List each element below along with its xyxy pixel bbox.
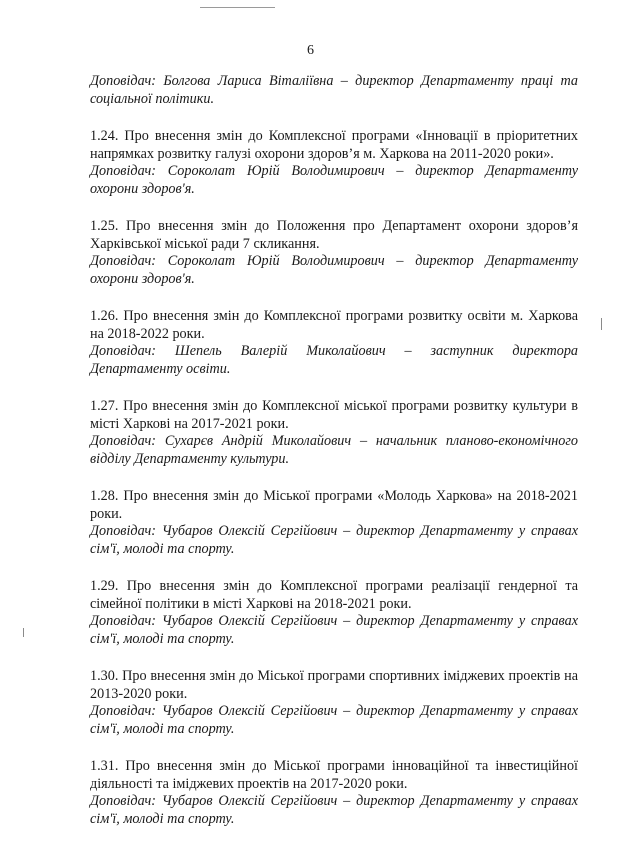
speaker-text: Чубаров Олексій Сергійович – директор Департаменту у справах сім'ї, молоді та спорту.: [90, 703, 578, 737]
speaker-label: Доповідач:: [90, 523, 156, 539]
agenda-item-title: 1.27. Про внесення змін до Комплексної міської програми розвитку культури в місті Харкові на 2017-2021 роки.: [90, 398, 578, 432]
speaker-line: [90, 73, 578, 108]
document-body: [90, 73, 578, 848]
speaker-line: [90, 343, 578, 378]
speaker-text: Чубаров Олексій Сергійович – директор Департаменту у справах сім'ї, молоді та спорту.: [90, 613, 578, 647]
speaker-label: Доповідач:: [90, 343, 156, 359]
agenda-item: [90, 758, 578, 828]
scan-artifact-line: [200, 7, 275, 8]
speaker-line: [90, 163, 578, 198]
agenda-item-title: 1.25. Про внесення змін до Положення про Департамент охорони здоров’я Харківської міської ради 7 скликання.: [90, 218, 578, 252]
speaker-line: [90, 253, 578, 288]
speaker-label: Доповідач:: [90, 793, 156, 809]
speaker-label: Доповідач:: [90, 613, 156, 629]
speaker-label: Доповідач:: [90, 73, 156, 89]
speaker-text: Сороколат Юрій Володимирович – директор Департаменту охорони здоров'я.: [90, 163, 578, 197]
agenda-item-title: 1.29. Про внесення змін до Комплексної програми реалізації гендерної та сімейної політики в місті Харкові на 2018-2021 роки.: [90, 578, 578, 612]
speaker-text: Сухарєв Андрій Миколайович – начальник планово-економічного відділу Департаменту культури.: [90, 433, 579, 467]
speaker-line: [90, 793, 578, 828]
scan-artifact-mark: [601, 318, 602, 330]
speaker-text: Шепель Валерій Миколайович – заступник директора Департаменту освіти.: [90, 343, 579, 377]
agenda-item: [90, 128, 578, 198]
speaker-text: Сороколат Юрій Володимирович – директор Департаменту охорони здоров'я.: [90, 253, 578, 287]
intro-speaker-block: [90, 73, 578, 108]
speaker-label: Доповідач:: [90, 433, 156, 449]
speaker-text: Чубаров Олексій Сергійович – директор Департаменту у справах сім'ї, молоді та спорту.: [90, 793, 578, 827]
page-number: 6: [307, 43, 314, 58]
speaker-line: [90, 703, 578, 738]
agenda-item: [90, 398, 578, 468]
agenda-item-title: 1.26. Про внесення змін до Комплексної програми розвитку освіти м. Харкова на 2018-2022 роки.: [90, 308, 578, 342]
agenda-item: [90, 578, 578, 648]
speaker-line: [90, 523, 578, 558]
scan-artifact-mark: [23, 628, 24, 637]
agenda-item: [90, 308, 578, 378]
speaker-label: Доповідач:: [90, 253, 156, 269]
speaker-label: Доповідач:: [90, 163, 156, 179]
speaker-line: [90, 613, 578, 648]
speaker-line: [90, 433, 578, 468]
speaker-text: Чубаров Олексій Сергійович – директор Департаменту у справах сім'ї, молоді та спорту.: [90, 523, 578, 557]
agenda-item: [90, 668, 578, 738]
agenda-item-title: 1.30. Про внесення змін до Міської програми спортивних іміджевих проектів на 2013-2020 роки.: [90, 668, 578, 702]
agenda-item: [90, 488, 578, 558]
agenda-item-title: 1.24. Про внесення змін до Комплексної програми «Інновації в пріоритетних напрямках розвитку галузі охорони здоров’я м. Харкова на 2011-2020 роки».: [90, 128, 578, 162]
speaker-label: Доповідач:: [90, 703, 156, 719]
agenda-item: [90, 218, 578, 288]
agenda-item-title: 1.31. Про внесення змін до Міської програми інноваційної та інвестиційної діяльності та іміджевих проектів на 2017-2020 роки.: [90, 758, 578, 792]
speaker-text: Болгова Лариса Віталіївна – директор Департаменту праці та соціальної політики.: [90, 73, 579, 107]
agenda-item-title: 1.28. Про внесення змін до Міської програми «Молодь Харкова» на 2018-2021 роки.: [90, 488, 578, 522]
